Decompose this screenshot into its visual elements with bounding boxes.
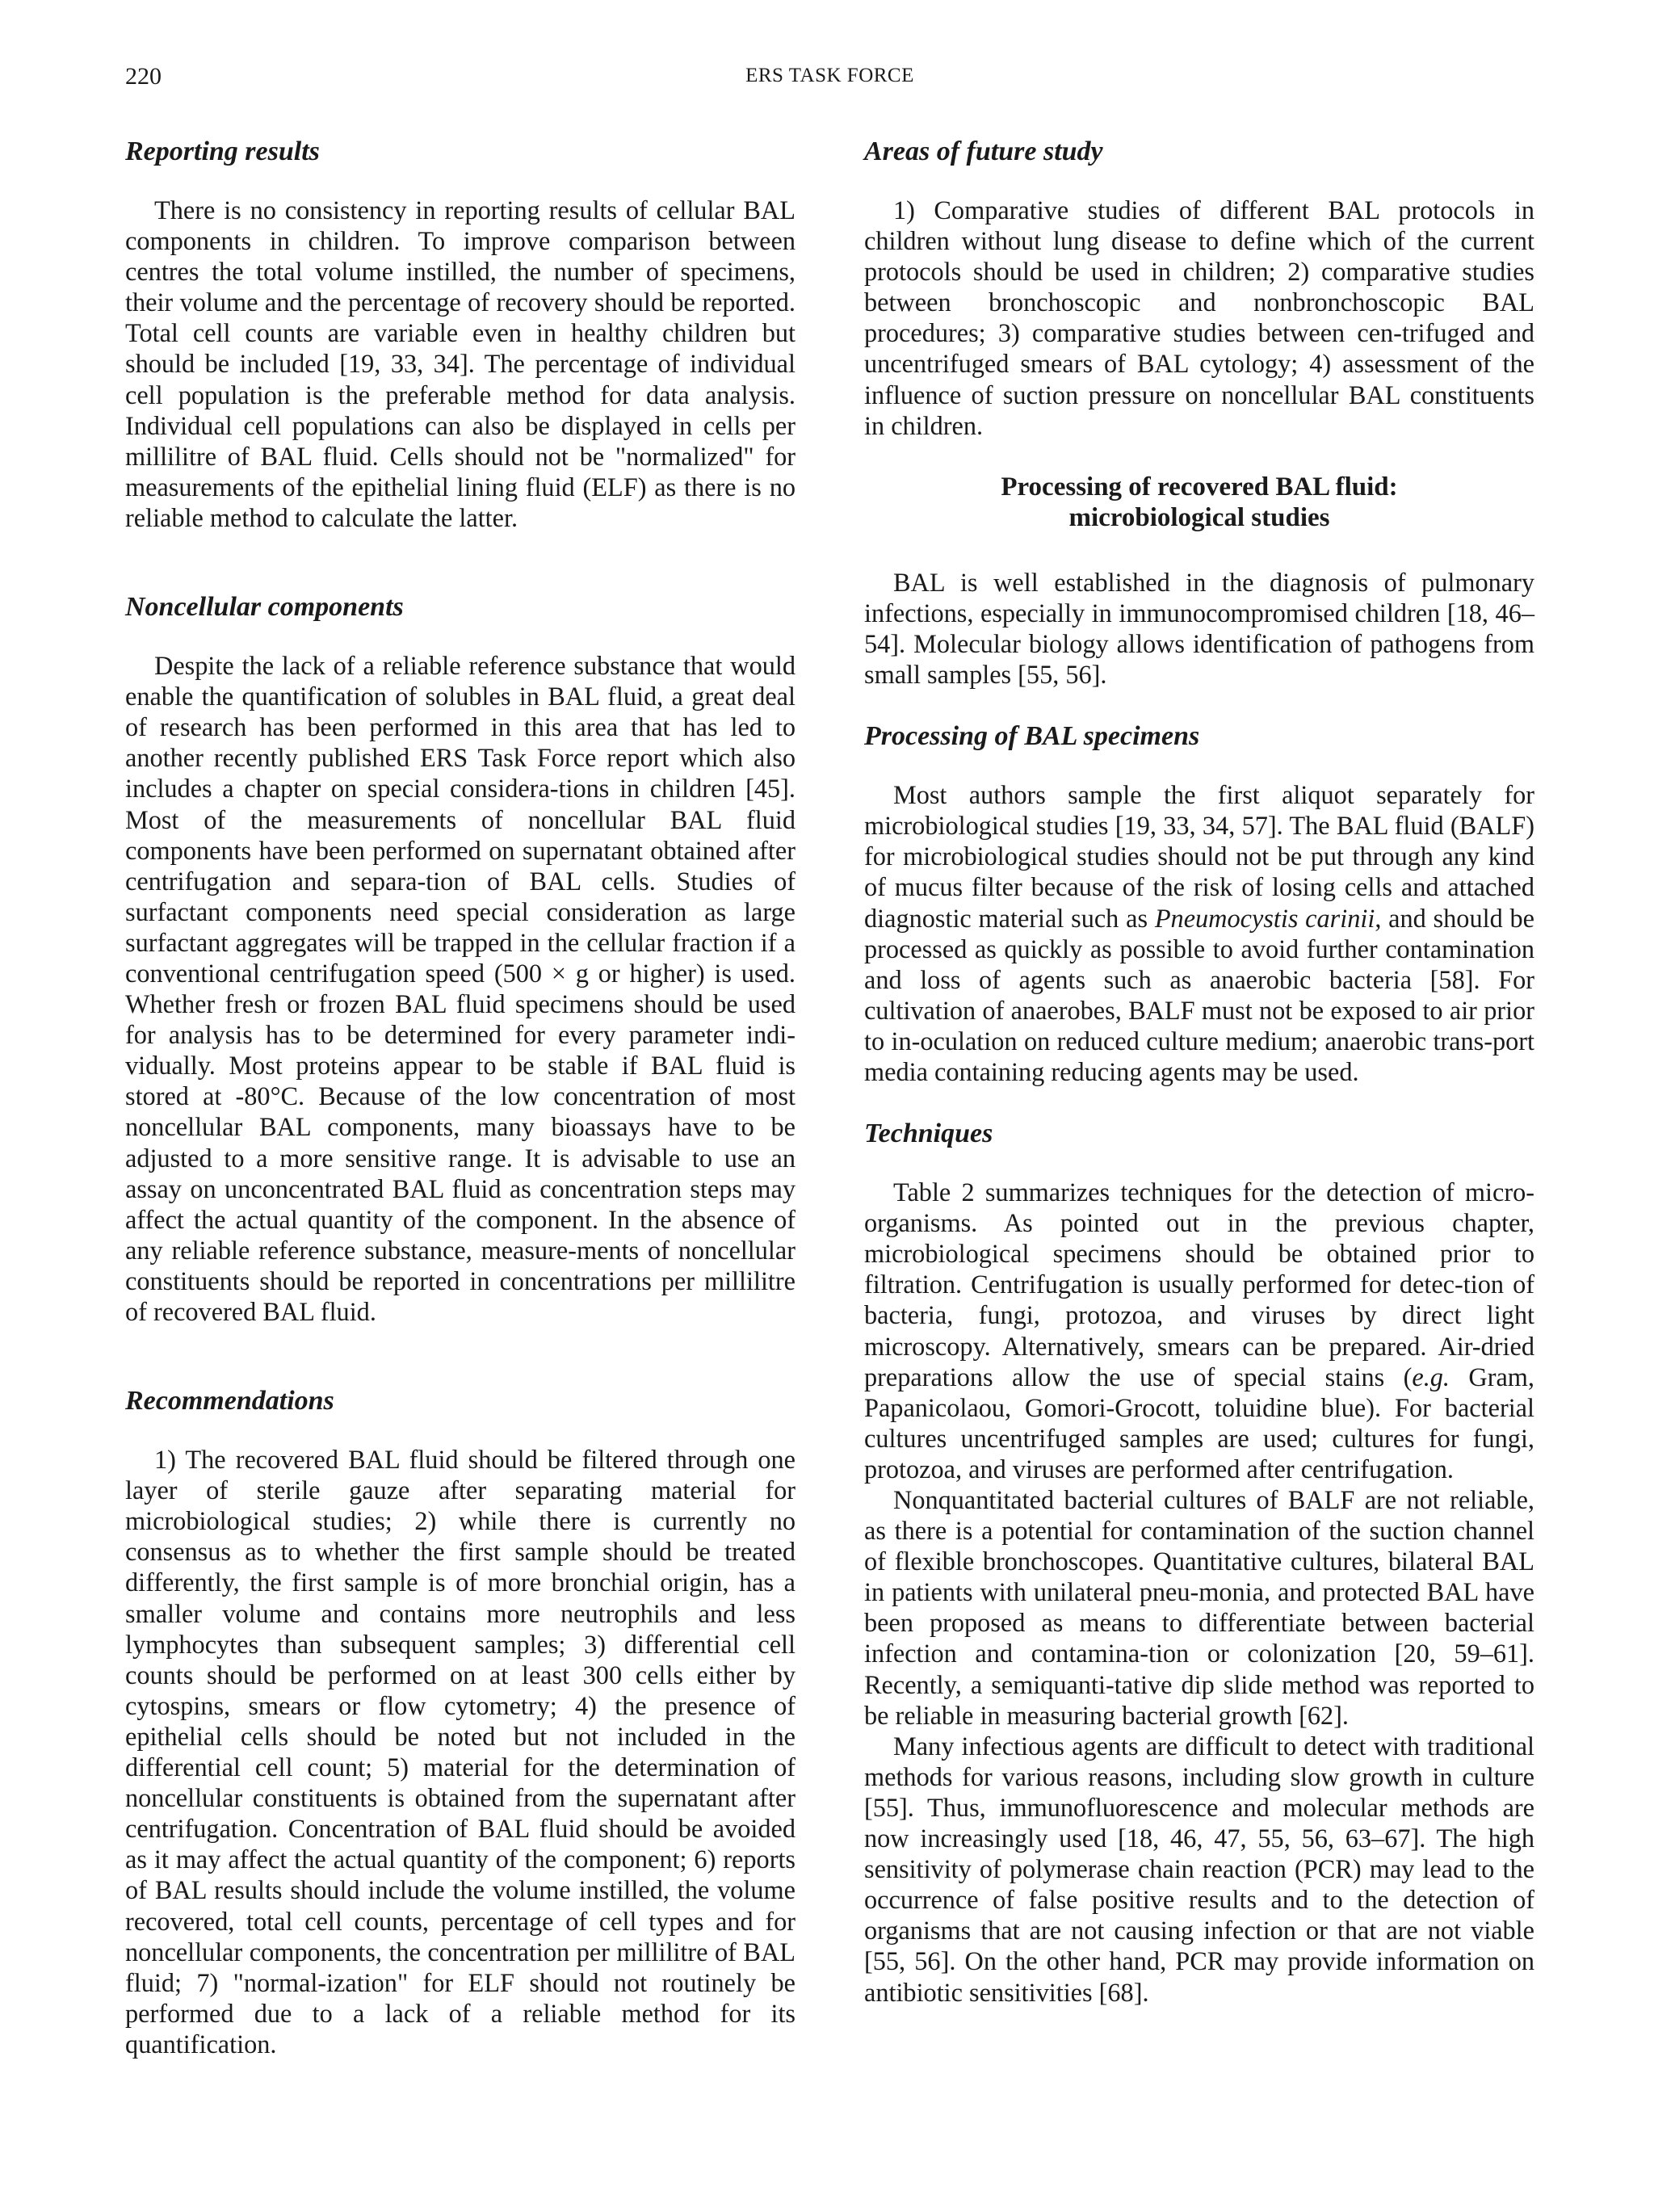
techniques-paragraph-3: Many infectious agents are difficult to detect with traditional methods for various reasons, including slow growth in culture [55]. Thus, immunofluorescence and molecular methods are now increasingly used [18, 46, 47, 55, 56, 63–67]. The high sensitivity of polymerase chain reaction (PCR) may lead to the occurrence of false positive results and to the detection of organisms that are not causing infection or that are not viable [55, 56]. On the other hand, PCR may provide information on antibiotic sensitivities [68]. bbox=[864, 1731, 1534, 2007]
techniques-section bbox=[864, 1118, 1534, 2008]
section-title-line-2: microbiological studies bbox=[1068, 502, 1330, 532]
recommendations-heading: Recommendations bbox=[125, 1386, 334, 1417]
section-title-line-1: Processing of recovered BAL fluid: bbox=[1001, 472, 1398, 502]
future-study-paragraph: 1) Comparative studies of different BAL protocols in children without lung disease to define which of the current protocols should be used in children; 2) comparative studies between bronchoscopic and nonbronchoscopic BAL procedures; 3) comparative studies between cen-trifuged and uncentrifuged smears of BAL cytology; 4) assessment of the influence of suction pressure on noncellular BAL constituents in children. bbox=[864, 195, 1534, 440]
techniques-p1-before: Table 2 summarizes techniques for the detection of micro-organisms. As pointed out in the previous chapter, microbiological specimens should be obtained prior to filtration. Centrifugation is usually performed for detec-tion of bacteria, fungi, protozoa, and viruses by direct light microscopy. Alternatively, smears can be prepared. Air-dried preparations allow the use of special stains ( bbox=[864, 1177, 1534, 1391]
running-title: ERS TASK FORCE bbox=[745, 65, 914, 86]
page-number: 220 bbox=[125, 63, 162, 90]
future-study-heading: Areas of future study bbox=[864, 136, 1103, 166]
future-study-section bbox=[864, 136, 1534, 441]
intro-paragraph: BAL is well established in the diagnosis of pulmonary infections, especially in immunocompromised children [18, 46–54]. Molecular biology allows identification of pathogens from small samples [55, 56]. bbox=[864, 567, 1534, 690]
techniques-p1-after: Gram, Papanicolaou, Gomori-Grocott, toluidine blue). For bacterial cultures uncentrifuged samples are used; cultures for fungi, protozoa, and viruses are performed after centrifugation. bbox=[864, 1362, 1534, 1484]
processing-text-after: , and should be processed as quickly as possible to avoid further contamination and loss of agents such as anaerobic bacteria [58]. For cultivation of anaerobes, BALF must not be exposed to air prior to in-oculation on reduced culture medium; anaerobic trans-port media containing reducing agents may be used. bbox=[864, 903, 1534, 1086]
right-column bbox=[864, 136, 1534, 2008]
noncellular-components-paragraph: Despite the lack of a reliable reference substance that would enable the quantification of solubles in BAL fluid, a great deal of research has been performed in this area that has led to another recently published ERS Task Force report which also includes a chapter on special considera-tions in children [45]. Most of the measurements of noncellular BAL fluid components have been performed on supernatant obtained after centrifugation and separa-tion of BAL cells. Studies of surfactant components need special consideration as large surfactant aggregates will be trapped in the cellular fraction if a conventional centrifugation speed (500 × g or higher) is used. Whether fresh or frozen BAL fluid specimens should be used for analysis has to be determined for every parameter indi-vidually. Most proteins appear to be stable if BAL fluid is stored at -80°C. Because of the low concentration of most noncellular BAL components, many bioassays have to be adjusted to a more sensitive range. It is advisable to use an assay on unconcentrated BAL fluid as concentration steps may affect the actual quantity of the component. In the absence of any reliable reference substance, measure-ments of noncellular constituents should be reported in concentrations per millilitre of recovered BAL fluid. bbox=[125, 651, 796, 1326]
reporting-results-section bbox=[125, 136, 796, 533]
recommendations-section bbox=[125, 1385, 796, 2059]
running-header bbox=[125, 63, 1534, 95]
recommendations-paragraph: 1) The recovered BAL fluid should be filtered through one layer of sterile gauze after separating material for microbiological studies; 2) while there is currently no consensus as to whether the first sample should be treated differently, the first sample is of more bronchial origin, has a smaller volume and contains more neutrophils and less lymphocytes than subsequent samples; 3) differential cell counts should be performed on at least 300 cells either by cytospins, smears or flow cytometry; 4) the presence of epithelial cells should be noted but not included in the differential cell count; 5) material for the determination of noncellular constituents is obtained from the supernatant after centrifugation. Concentration of BAL fluid should be avoided as it may affect the actual quantity of the component; 6) reports of BAL results should include the volume instilled, the volume recovered, total cell counts, percentage of cell types and for noncellular components, the concentration per millilitre of BAL fluid; 7) "normal-ization" for ELF should not routinely be performed due to a lack of a reliable method for its quantification. bbox=[125, 1445, 796, 2059]
techniques-heading: Techniques bbox=[864, 1119, 993, 1149]
organism-name: Pneumocystis carinii bbox=[1154, 903, 1375, 933]
techniques-p1-italic: e.g. bbox=[1412, 1362, 1450, 1391]
processing-text-before: Most authors sample the first aliquot separately for microbiological studies [19, 33, 34, 57]. The BAL fluid (BALF) for microbiological studies should not be put through any kind of mucus filter because of the risk of losing cells and attached diagnostic material such as bbox=[864, 780, 1534, 933]
section-title bbox=[864, 472, 1534, 533]
techniques-paragraph-2: Nonquantitated bacterial cultures of BALF are not reliable, as there is a potential for contamination of the suction channel of flexible bronchoscopes. Quantitative cultures, bilateral BAL in patients with unilateral pneu-monia, and protected BAL have been proposed as means to differentiate between bacterial infection and contamina-tion or colonization [20, 59–61]. Recently, a semiquanti-tative dip slide method was reported to be reliable in measuring bacterial growth [62]. bbox=[864, 1485, 1534, 1730]
noncellular-components-heading: Noncellular components bbox=[125, 592, 404, 623]
noncellular-components-section bbox=[125, 591, 796, 1327]
reporting-results-heading: Reporting results bbox=[125, 136, 320, 166]
processing-specimens-heading: Processing of BAL specimens bbox=[864, 721, 1200, 752]
left-column bbox=[125, 136, 796, 2059]
techniques-paragraph-1 bbox=[864, 1177, 1534, 1484]
processing-specimens-section bbox=[864, 720, 1534, 1087]
reporting-results-paragraph: There is no consistency in reporting results of cellular BAL components in children. To improve comparison between centres the total volume instilled, the number of specimens, their volume and the percentage of recovery should be reported. Total cell counts are variable even in healthy children but should be included [19, 33, 34]. The percentage of individual cell population is the preferable method for data analysis. Individual cell populations can also be displayed in cells per millilitre of BAL fluid. Cells should not be "normalized" for measurements of the epithelial lining fluid (ELF) as there is no reliable method to calculate the latter. bbox=[125, 195, 796, 532]
processing-specimens-paragraph bbox=[864, 779, 1534, 1087]
